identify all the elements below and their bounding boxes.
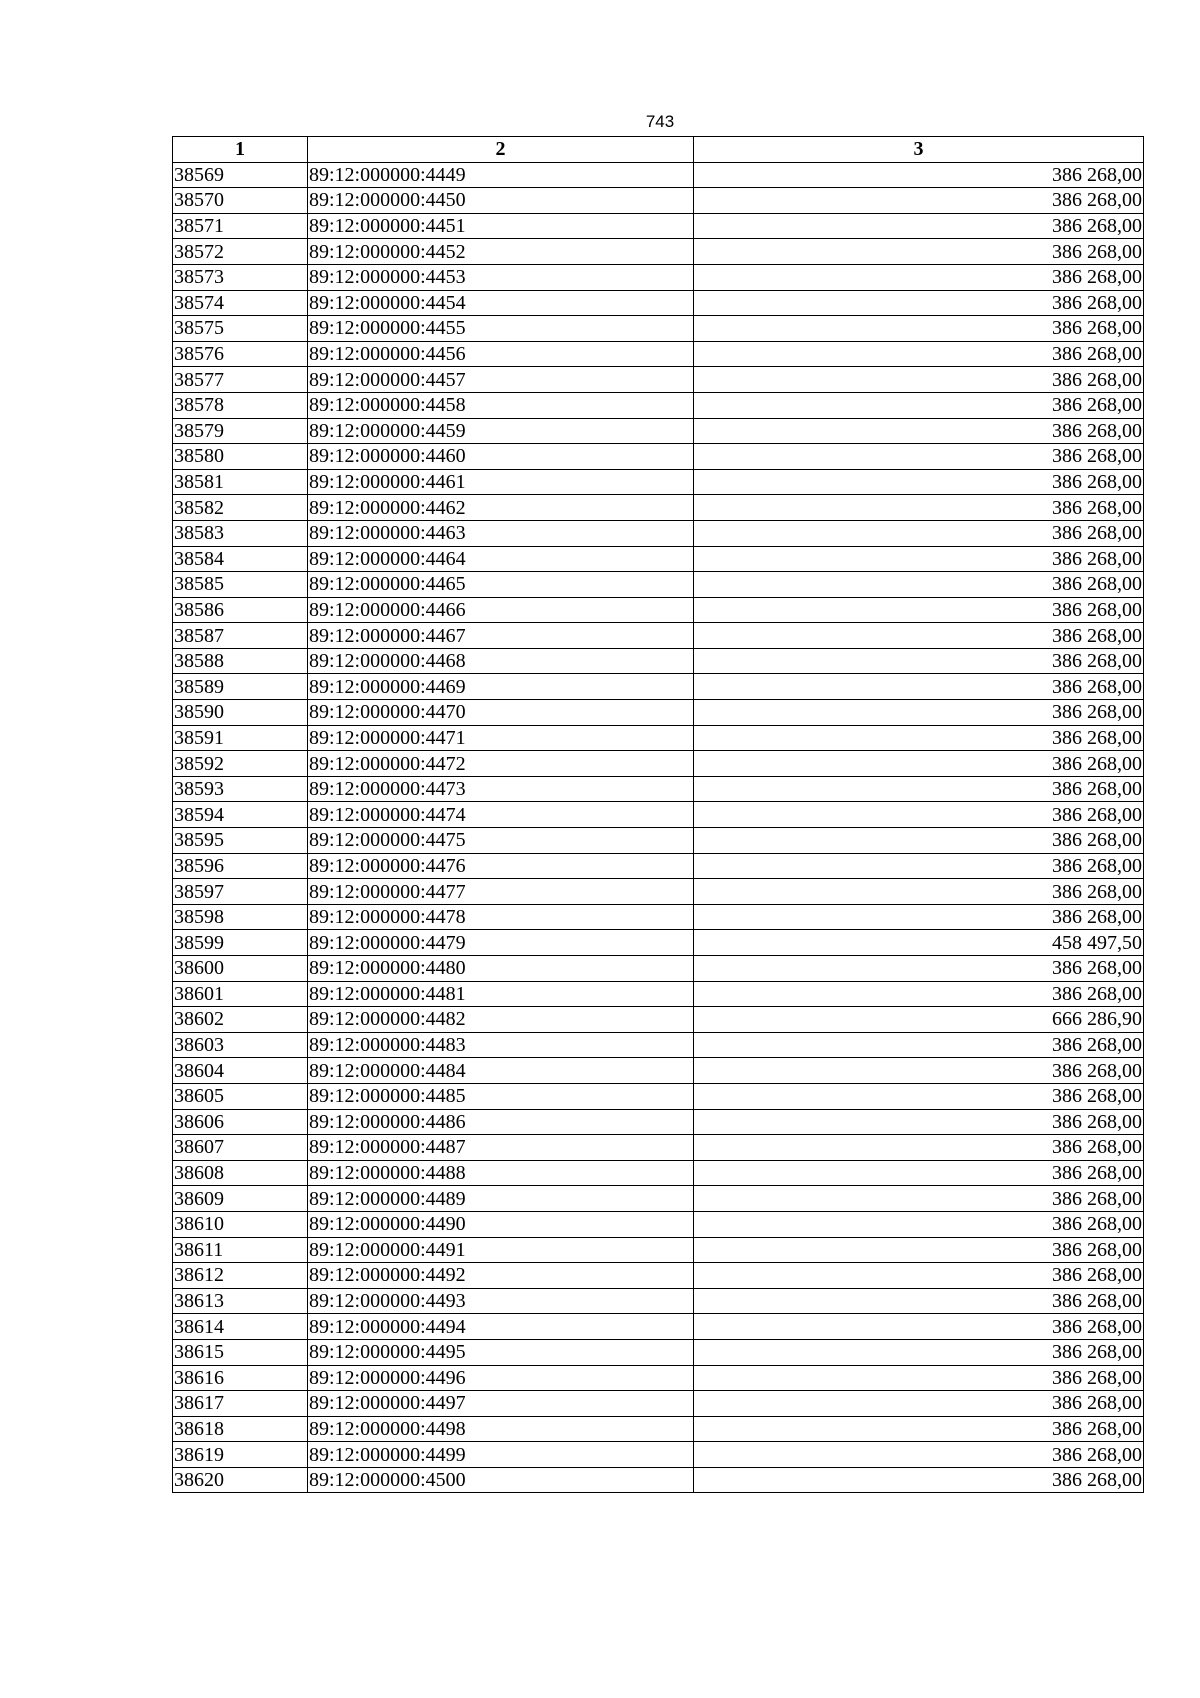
- column-header-1: 1: [173, 137, 308, 163]
- table-row: [173, 1288, 1144, 1314]
- cadastral-number-cell: 89:12:000000:4485: [308, 1083, 694, 1109]
- row-number-cell: 38574: [173, 290, 308, 316]
- row-number-cell: 38589: [173, 674, 308, 700]
- row-number-cell: 38579: [173, 418, 308, 444]
- row-number-cell: 38593: [173, 776, 308, 802]
- row-number-cell: 38601: [173, 981, 308, 1007]
- value-cell: 386 268,00: [694, 213, 1144, 239]
- row-number-cell: 38598: [173, 904, 308, 930]
- value-cell: 386 268,00: [694, 290, 1144, 316]
- value-cell: 386 268,00: [694, 956, 1144, 982]
- value-cell: 386 268,00: [694, 853, 1144, 879]
- row-number-cell: 38599: [173, 930, 308, 956]
- row-number-cell: 38607: [173, 1135, 308, 1161]
- cadastral-number-cell: 89:12:000000:4475: [308, 828, 694, 854]
- table-row: [173, 495, 1144, 521]
- cadastral-number-cell: 89:12:000000:4461: [308, 469, 694, 495]
- row-number-cell: 38572: [173, 239, 308, 265]
- table-row: [173, 213, 1144, 239]
- value-cell: 386 268,00: [694, 648, 1144, 674]
- table-row: [173, 572, 1144, 598]
- value-cell: 386 268,00: [694, 1416, 1144, 1442]
- row-number-cell: 38600: [173, 956, 308, 982]
- header-row: [173, 137, 1144, 163]
- row-number-cell: 38611: [173, 1237, 308, 1263]
- table-row: [173, 239, 1144, 265]
- cadastral-number-cell: 89:12:000000:4462: [308, 495, 694, 521]
- cadastral-number-cell: 89:12:000000:4469: [308, 674, 694, 700]
- table-row: [173, 1391, 1144, 1417]
- cadastral-number-cell: 89:12:000000:4486: [308, 1109, 694, 1135]
- table-row: [173, 1032, 1144, 1058]
- value-cell: 386 268,00: [694, 469, 1144, 495]
- table-row: [173, 1135, 1144, 1161]
- cadastral-number-cell: 89:12:000000:4484: [308, 1058, 694, 1084]
- cadastral-number-cell: 89:12:000000:4482: [308, 1007, 694, 1033]
- row-number-cell: 38577: [173, 367, 308, 393]
- value-cell: 386 268,00: [694, 1083, 1144, 1109]
- value-cell: 386 268,00: [694, 981, 1144, 1007]
- cadastral-number-cell: 89:12:000000:4472: [308, 751, 694, 777]
- row-number-cell: 38619: [173, 1442, 308, 1468]
- row-number-cell: 38614: [173, 1314, 308, 1340]
- row-number-cell: 38581: [173, 469, 308, 495]
- table-row: [173, 1365, 1144, 1391]
- row-number-cell: 38592: [173, 751, 308, 777]
- row-number-cell: 38609: [173, 1186, 308, 1212]
- value-cell: 386 268,00: [694, 520, 1144, 546]
- table-header: [173, 137, 1144, 163]
- cadastral-number-cell: 89:12:000000:4483: [308, 1032, 694, 1058]
- value-cell: 386 268,00: [694, 341, 1144, 367]
- value-cell: 386 268,00: [694, 1186, 1144, 1212]
- value-cell: 386 268,00: [694, 1339, 1144, 1365]
- table-row: [173, 1160, 1144, 1186]
- cadastral-number-cell: 89:12:000000:4497: [308, 1391, 694, 1417]
- row-number-cell: 38615: [173, 1339, 308, 1365]
- value-cell: 386 268,00: [694, 264, 1144, 290]
- cadastral-number-cell: 89:12:000000:4477: [308, 879, 694, 905]
- page-number: 743: [645, 112, 675, 131]
- table-row: [173, 623, 1144, 649]
- table-row: [173, 188, 1144, 214]
- table-body: [173, 162, 1144, 1493]
- cadastral-number-cell: 89:12:000000:4473: [308, 776, 694, 802]
- table-row: [173, 1186, 1144, 1212]
- cadastral-number-cell: 89:12:000000:4450: [308, 188, 694, 214]
- value-cell: 386 268,00: [694, 546, 1144, 572]
- row-number-cell: 38613: [173, 1288, 308, 1314]
- value-cell: 386 268,00: [694, 1365, 1144, 1391]
- table-row: [173, 520, 1144, 546]
- table-row: [173, 776, 1144, 802]
- registry-table: [172, 136, 1144, 1493]
- row-number-cell: 38605: [173, 1083, 308, 1109]
- column-header-3: 3: [694, 137, 1144, 163]
- cadastral-number-cell: 89:12:000000:4452: [308, 239, 694, 265]
- value-cell: 386 268,00: [694, 1442, 1144, 1468]
- value-cell: 386 268,00: [694, 367, 1144, 393]
- value-cell: 386 268,00: [694, 1160, 1144, 1186]
- row-number-cell: 38612: [173, 1263, 308, 1289]
- value-cell: 386 268,00: [694, 674, 1144, 700]
- table-row: [173, 1416, 1144, 1442]
- value-cell: 386 268,00: [694, 1109, 1144, 1135]
- cadastral-number-cell: 89:12:000000:4476: [308, 853, 694, 879]
- table-row: [173, 674, 1144, 700]
- cadastral-number-cell: 89:12:000000:4480: [308, 956, 694, 982]
- value-cell: 386 268,00: [694, 597, 1144, 623]
- table-row: [173, 162, 1144, 188]
- table-row: [173, 828, 1144, 854]
- value-cell: 386 268,00: [694, 725, 1144, 751]
- row-number-cell: 38603: [173, 1032, 308, 1058]
- row-number-cell: 38616: [173, 1365, 308, 1391]
- cadastral-number-cell: 89:12:000000:4488: [308, 1160, 694, 1186]
- row-number-cell: 38580: [173, 444, 308, 470]
- cadastral-number-cell: 89:12:000000:4455: [308, 316, 694, 342]
- cadastral-number-cell: 89:12:000000:4478: [308, 904, 694, 930]
- value-cell: 386 268,00: [694, 1263, 1144, 1289]
- row-number-cell: 38573: [173, 264, 308, 290]
- table-row: [173, 1339, 1144, 1365]
- table-row: [173, 418, 1144, 444]
- cadastral-number-cell: 89:12:000000:4479: [308, 930, 694, 956]
- row-number-cell: 38576: [173, 341, 308, 367]
- row-number-cell: 38617: [173, 1391, 308, 1417]
- cadastral-number-cell: 89:12:000000:4460: [308, 444, 694, 470]
- table-row: [173, 1263, 1144, 1289]
- row-number-cell: 38606: [173, 1109, 308, 1135]
- table-row: [173, 904, 1144, 930]
- cadastral-number-cell: 89:12:000000:4465: [308, 572, 694, 598]
- table-row: [173, 853, 1144, 879]
- table-row: [173, 392, 1144, 418]
- cadastral-number-cell: 89:12:000000:4468: [308, 648, 694, 674]
- cadastral-number-cell: 89:12:000000:4457: [308, 367, 694, 393]
- table-row: [173, 751, 1144, 777]
- row-number-cell: 38575: [173, 316, 308, 342]
- table-row: [173, 1467, 1144, 1493]
- row-number-cell: 38590: [173, 700, 308, 726]
- cadastral-number-cell: 89:12:000000:4481: [308, 981, 694, 1007]
- table-row: [173, 597, 1144, 623]
- table-row: [173, 981, 1144, 1007]
- value-cell: 386 268,00: [694, 1058, 1144, 1084]
- row-number-cell: 38608: [173, 1160, 308, 1186]
- cadastral-number-cell: 89:12:000000:4474: [308, 802, 694, 828]
- cadastral-number-cell: 89:12:000000:4500: [308, 1467, 694, 1493]
- table-row: [173, 1083, 1144, 1109]
- value-cell: 386 268,00: [694, 162, 1144, 188]
- value-cell: 386 268,00: [694, 1135, 1144, 1161]
- value-cell: 386 268,00: [694, 879, 1144, 905]
- value-cell: 386 268,00: [694, 776, 1144, 802]
- cadastral-number-cell: 89:12:000000:4471: [308, 725, 694, 751]
- table-row: [173, 444, 1144, 470]
- cadastral-number-cell: 89:12:000000:4456: [308, 341, 694, 367]
- table-row: [173, 1058, 1144, 1084]
- value-cell: 386 268,00: [694, 239, 1144, 265]
- cadastral-number-cell: 89:12:000000:4489: [308, 1186, 694, 1212]
- value-cell: 386 268,00: [694, 1237, 1144, 1263]
- value-cell: 458 497,50: [694, 930, 1144, 956]
- table-row: [173, 546, 1144, 572]
- value-cell: 386 268,00: [694, 316, 1144, 342]
- value-cell: 386 268,00: [694, 623, 1144, 649]
- value-cell: 386 268,00: [694, 904, 1144, 930]
- row-number-cell: 38570: [173, 188, 308, 214]
- row-number-cell: 38604: [173, 1058, 308, 1084]
- row-number-cell: 38569: [173, 162, 308, 188]
- row-number-cell: 38584: [173, 546, 308, 572]
- table-row: [173, 930, 1144, 956]
- table-row: [173, 725, 1144, 751]
- value-cell: 386 268,00: [694, 1314, 1144, 1340]
- cadastral-number-cell: 89:12:000000:4470: [308, 700, 694, 726]
- table-row: [173, 879, 1144, 905]
- table-row: [173, 1314, 1144, 1340]
- row-number-cell: 38588: [173, 648, 308, 674]
- cadastral-number-cell: 89:12:000000:4463: [308, 520, 694, 546]
- row-number-cell: 38585: [173, 572, 308, 598]
- table-row: [173, 290, 1144, 316]
- column-header-2: 2: [308, 137, 694, 163]
- cadastral-number-cell: 89:12:000000:4499: [308, 1442, 694, 1468]
- row-number-cell: 38602: [173, 1007, 308, 1033]
- row-number-cell: 38618: [173, 1416, 308, 1442]
- row-number-cell: 38583: [173, 520, 308, 546]
- table-row: [173, 367, 1144, 393]
- cadastral-number-cell: 89:12:000000:4458: [308, 392, 694, 418]
- cadastral-number-cell: 89:12:000000:4495: [308, 1339, 694, 1365]
- table-row: [173, 648, 1144, 674]
- row-number-cell: 38586: [173, 597, 308, 623]
- row-number-cell: 38595: [173, 828, 308, 854]
- cadastral-number-cell: 89:12:000000:4466: [308, 597, 694, 623]
- value-cell: 386 268,00: [694, 572, 1144, 598]
- value-cell: 386 268,00: [694, 188, 1144, 214]
- row-number-cell: 38578: [173, 392, 308, 418]
- cadastral-number-cell: 89:12:000000:4459: [308, 418, 694, 444]
- row-number-cell: 38591: [173, 725, 308, 751]
- cadastral-number-cell: 89:12:000000:4454: [308, 290, 694, 316]
- cadastral-number-cell: 89:12:000000:4487: [308, 1135, 694, 1161]
- cadastral-number-cell: 89:12:000000:4494: [308, 1314, 694, 1340]
- cadastral-number-cell: 89:12:000000:4491: [308, 1237, 694, 1263]
- row-number-cell: 38596: [173, 853, 308, 879]
- cadastral-number-cell: 89:12:000000:4493: [308, 1288, 694, 1314]
- table-row: [173, 264, 1144, 290]
- cadastral-number-cell: 89:12:000000:4453: [308, 264, 694, 290]
- value-cell: 386 268,00: [694, 418, 1144, 444]
- row-number-cell: 38594: [173, 802, 308, 828]
- row-number-cell: 38610: [173, 1211, 308, 1237]
- row-number-cell: 38582: [173, 495, 308, 521]
- cadastral-number-cell: 89:12:000000:4464: [308, 546, 694, 572]
- table-row: [173, 1007, 1144, 1033]
- cadastral-number-cell: 89:12:000000:4492: [308, 1263, 694, 1289]
- table-row: [173, 1109, 1144, 1135]
- table-row: [173, 802, 1144, 828]
- cadastral-number-cell: 89:12:000000:4490: [308, 1211, 694, 1237]
- cadastral-number-cell: 89:12:000000:4496: [308, 1365, 694, 1391]
- table-row: [173, 1211, 1144, 1237]
- value-cell: 386 268,00: [694, 700, 1144, 726]
- value-cell: 386 268,00: [694, 392, 1144, 418]
- cadastral-number-cell: 89:12:000000:4467: [308, 623, 694, 649]
- value-cell: 386 268,00: [694, 1288, 1144, 1314]
- row-number-cell: 38620: [173, 1467, 308, 1493]
- table-row: [173, 469, 1144, 495]
- table-row: [173, 700, 1144, 726]
- cadastral-number-cell: 89:12:000000:4449: [308, 162, 694, 188]
- value-cell: 386 268,00: [694, 1467, 1144, 1493]
- table-row: [173, 1237, 1144, 1263]
- table-row: [173, 341, 1144, 367]
- row-number-cell: 38597: [173, 879, 308, 905]
- value-cell: 386 268,00: [694, 828, 1144, 854]
- cadastral-number-cell: 89:12:000000:4451: [308, 213, 694, 239]
- value-cell: 386 268,00: [694, 1032, 1144, 1058]
- value-cell: 386 268,00: [694, 444, 1144, 470]
- value-cell: 666 286,90: [694, 1007, 1144, 1033]
- value-cell: 386 268,00: [694, 495, 1144, 521]
- table-row: [173, 956, 1144, 982]
- row-number-cell: 38587: [173, 623, 308, 649]
- value-cell: 386 268,00: [694, 1391, 1144, 1417]
- row-number-cell: 38571: [173, 213, 308, 239]
- cadastral-number-cell: 89:12:000000:4498: [308, 1416, 694, 1442]
- value-cell: 386 268,00: [694, 1211, 1144, 1237]
- table-row: [173, 316, 1144, 342]
- value-cell: 386 268,00: [694, 802, 1144, 828]
- table-row: [173, 1442, 1144, 1468]
- value-cell: 386 268,00: [694, 751, 1144, 777]
